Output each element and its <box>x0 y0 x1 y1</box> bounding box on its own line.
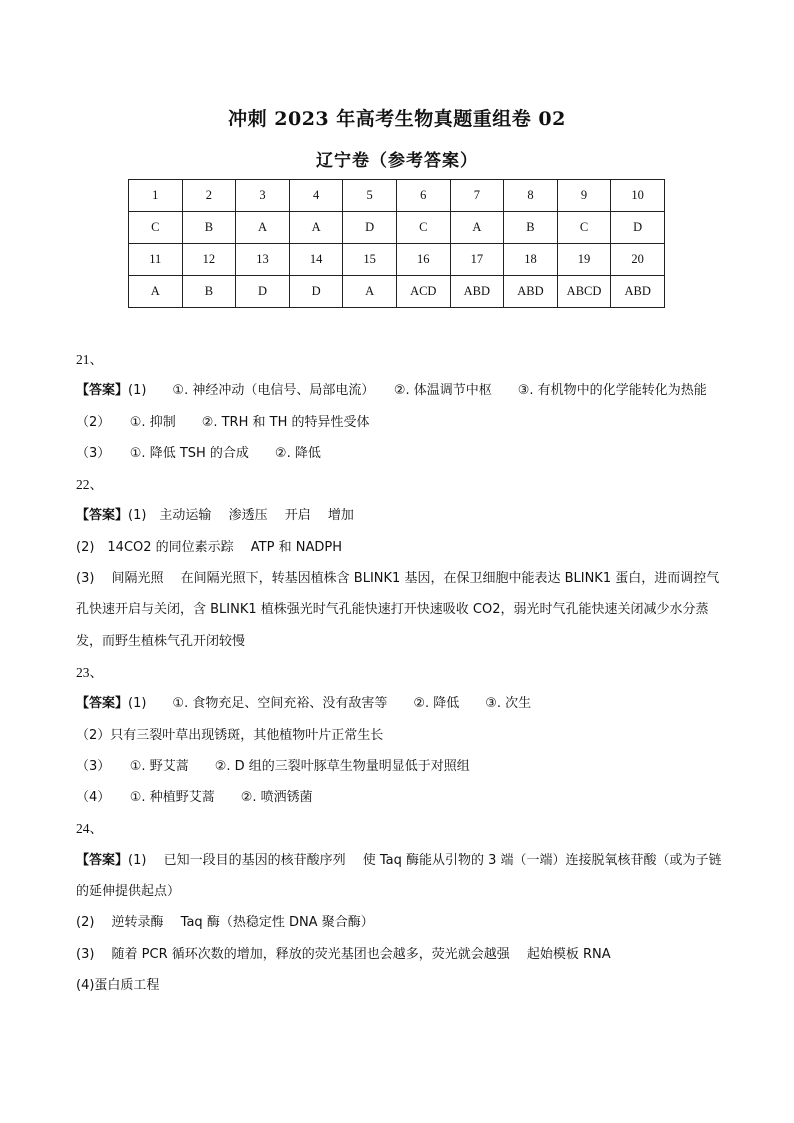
table-cell: D <box>343 212 397 244</box>
question-22-number: 22、 <box>76 477 103 493</box>
table-cell: 9 <box>557 180 611 212</box>
table-cell: 18 <box>504 244 558 276</box>
question-23-number: 23、 <box>76 664 103 680</box>
question-23-answer-part-1 <box>76 688 726 719</box>
question-22-answer-part-2: (2) 14CO2 的同位素示踪 ATP 和 NADPH <box>76 539 342 555</box>
table-cell: 13 <box>236 244 290 276</box>
question-21-answer-part-2: （2） ①. 抑制 ②. TRH 和 TH 的特异性受体 <box>76 414 370 430</box>
question-24-answer-part-1 <box>76 845 726 908</box>
table-cell: C <box>557 212 611 244</box>
question-21-answer-part-3: （3） ①. 降低 TSH 的合成 ②. 降低 <box>76 445 321 461</box>
answer-text: (1) ①. 神经冲动（电信号、局部电流） ②. 体温调节中枢 ③. 有机物中的化学能转化为热能 <box>128 383 707 399</box>
question-21-number: 21、 <box>76 352 103 367</box>
answer-tag: 【答案】 <box>76 696 129 712</box>
table-cell: D <box>611 212 665 244</box>
table-cell: A <box>343 276 397 308</box>
table-cell: D <box>289 276 343 308</box>
table-cell: B <box>182 276 236 308</box>
document-title: 冲刺 2023 年高考生物真题重组卷 02 <box>228 108 566 130</box>
question-23-answer-part-3: （3） ①. 野艾蒿 ②. D 组的三裂叶豚草生物量明显低于对照组 <box>76 758 470 774</box>
table-cell: ABD <box>450 276 504 308</box>
table-cell: 4 <box>289 180 343 212</box>
table-cell: A <box>129 276 183 308</box>
table-cell: 7 <box>450 180 504 212</box>
table-cell: 19 <box>557 244 611 276</box>
question-24-answer-part-3: (3) 随着 PCR 循环次数的增加，释放的荧光基团也会越多，荧光就会越强 起始模板 RNA <box>76 946 611 962</box>
table-row <box>129 244 665 276</box>
answer-tag: 【答案】 <box>76 852 129 868</box>
table-cell: ABD <box>504 276 558 308</box>
question-24-number: 24、 <box>76 821 103 837</box>
table-cell: D <box>236 276 290 308</box>
answer-tag: 【答案】 <box>76 383 129 399</box>
table-cell: A <box>450 212 504 244</box>
question-23-answer-part-4: （4） ①. 种植野艾蒿 ②. 喷洒锈菌 <box>76 790 313 806</box>
answer-text: (1) ①. 食物充足、空间充裕、没有敌害等 ②. 降低 ③. 次生 <box>128 696 532 712</box>
answer-text: (1) 已知一段目的基因的核苷酸序列 使 Taq 酶能从引物的 3 端（一端）连接脱氧核苷酸（或为子链的延伸提供起点） <box>76 852 722 900</box>
table-cell: C <box>396 212 450 244</box>
question-24-answer-part-4: (4)蛋白质工程 <box>76 977 160 993</box>
table-cell: A <box>236 212 290 244</box>
question-22-answer-part-1 <box>76 500 726 531</box>
table-cell: 1 <box>129 180 183 212</box>
table-cell: 17 <box>450 244 504 276</box>
table-cell: ABCD <box>557 276 611 308</box>
answer-tag: 【答案】 <box>76 508 129 524</box>
table-cell: A <box>289 212 343 244</box>
table-cell: 14 <box>289 244 343 276</box>
table-row <box>129 212 665 244</box>
table-cell: 12 <box>182 244 236 276</box>
table-cell: 10 <box>611 180 665 212</box>
table-cell: B <box>182 212 236 244</box>
answers-content <box>76 344 726 1001</box>
table-cell: 6 <box>396 180 450 212</box>
question-21-answer-part-1 <box>76 375 726 406</box>
table-cell: 5 <box>343 180 397 212</box>
document-subtitle: 辽宁卷（参考答案） <box>316 151 478 171</box>
table-cell: 8 <box>504 180 558 212</box>
answer-table <box>128 179 665 308</box>
table-cell: 11 <box>129 244 183 276</box>
table-row <box>129 180 665 212</box>
table-cell: B <box>504 212 558 244</box>
table-cell: 15 <box>343 244 397 276</box>
table-cell: ABD <box>611 276 665 308</box>
table-cell: 3 <box>236 180 290 212</box>
table-cell: ACD <box>396 276 450 308</box>
table-cell: 16 <box>396 244 450 276</box>
table-cell: 20 <box>611 244 665 276</box>
answer-text: (1) 主动运输 渗透压 开启 增加 <box>128 508 354 524</box>
question-24-answer-part-2: (2) 逆转录酶 Taq 酶（热稳定性 DNA 聚合酶） <box>76 915 374 931</box>
question-22-answer-part-3: (3) 间隔光照 在间隔光照下，转基因植株含 BLINK1 基因，在保卫细胞中能表达 BLINK1 蛋白，进而调控气孔快速开启与关闭，含 BLINK1 植株强光时气孔能快速打开快速吸收 CO2，弱光时气孔能快速关闭减少水分蒸发，而野生植株气孔开闭较慢 <box>76 571 720 649</box>
table-cell: C <box>129 212 183 244</box>
table-cell: 2 <box>182 180 236 212</box>
table-row <box>129 276 665 308</box>
question-23-answer-part-2: （2）只有三裂叶草出现锈斑，其他植物叶片正常生长 <box>76 727 384 743</box>
